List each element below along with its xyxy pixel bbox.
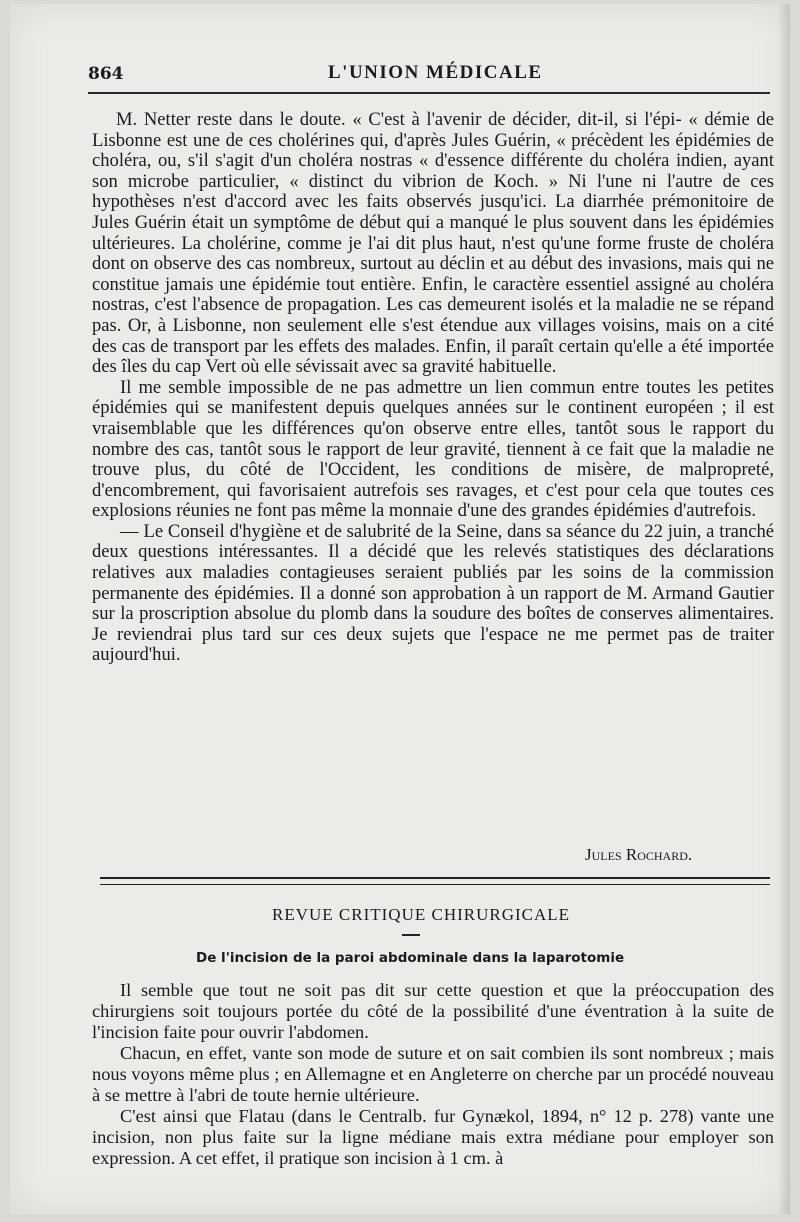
section-title: REVUE CRITIQUE CHIRURGICALE: [272, 905, 571, 924]
author-signature: Jules Rochard.: [585, 845, 693, 864]
article-subtitle: De l'incision de la paroi abdominale dans la laparotomie: [196, 950, 625, 966]
paragraph: — Le Conseil d'hygiène et de salubrité de la Seine, dans sa séance du 22 juin, a tranché deux questions intéressantes. Il a décidé que les relevés statistiques des déclarations relatives aux maladies contagieuses seraient publiés par les soins de la commission permanente des épidémies. Il a donné son approbation à un rapport de M. Armand Gautier sur la proscription absolue du plomb dans la soudure des boîtes de conserves alimentaires. Je reviendrai plus tard sur ces deux sujets que l'espace ne me permet pas de traiter aujourd'hui.: [92, 520, 774, 666]
paragraph: Chacun, en effet, vante son mode de suture et on sait combien ils sont nombreux ; mais nous voyons même plus ; en Allemagne et en Angleterre on cherche par un procédé nouveau à se mettre à l'abri de toute hernie ultérieure.: [92, 1043, 774, 1105]
header-rule: [88, 92, 770, 94]
page-number: 864: [88, 64, 124, 84]
article-body: [92, 110, 774, 666]
section-dash: [402, 934, 420, 936]
paragraph: Il me semble impossible de ne pas admettre un lien commun entre toutes les petites épidémies qui se manifestent depuis quelques années sur le continent européen ; il est vraisemblable que les différences qu'on observe entre elles, tantôt sous le rapport du nombre des cas, tantôt sous le rapport de leur gravité, tiennent à ce fait que la maladie ne trouve plus, du côté de l'Occident, les conditions de misère, de malpropreté, d'encombrement, qui favorisaient autrefois ses ravages, et c'est pour cela que toutes ces explosions réunies ne font pas même la monnaie d'une des grandes épidémies d'autrefois.: [92, 376, 774, 522]
article2-body: [92, 980, 774, 1169]
scanned-page: [10, 4, 790, 1214]
running-title: L'UNION MÉDICALE: [328, 62, 543, 83]
paragraph: C'est ainsi que Flatau (dans le Centralb. fur Gynækol, 1894, n° 12 p. 278) vante une incision, non plus faite sur la ligne médiane mais extra médiane pour employer son expression. A cet effet, il pratique son incision à 1 cm. à: [92, 1106, 774, 1168]
section-divider: [100, 877, 770, 885]
paragraph: Il semble que tout ne soit pas dit sur cette question et que la préoccupation des chirurgiens soit toujours portée du côté de la possibilité d'une éventration à la suite de l'incision faite pour ouvrir l'abdomen.: [92, 980, 774, 1042]
page-edge-shadow: [778, 4, 790, 1214]
paragraph: M. Netter reste dans le doute. « C'est à l'avenir de décider, dit-il, si l'épi- « démie de Lisbonne est une de ces cholérines qui, d'après Jules Guérin, « précèdent les épidémies de choléra, ou, s'il s'agit d'un choléra nostras « d'essence différente du choléra indien, ayant son microbe particulier, « distinct du vibrion de Koch. » Ni l'une ni l'autre de ces hypothèses n'est d'accord avec les faits observés jusqu'ici. La diarrhée prémonitoire de Jules Guérin était un symptôme de début qui a manqué le plus souvent dans les épidémies ultérieures. La cholérine, comme je l'ai dit plus haut, n'est qu'une forme fruste de choléra dont on observe des cas nombreux, surtout au déclin et au début des invasions, mais qui ne constitue jamais une épidémie tout entière. Enfin, le caractère essentiel assigné au choléra nostras, c'est l'absence de propagation. Les cas demeurent isolés et la maladie ne se répand pas. Or, à Lisbonne, non seulement elle s'est étendue aux villages voisins, mais on a cité des cas de transport par les effets des malades. Enfin, il paraît certain qu'elle a été importée des îles du cap Vert où elle sévissait avec sa gravité habituelle.: [92, 109, 774, 378]
page-header: [88, 56, 770, 90]
